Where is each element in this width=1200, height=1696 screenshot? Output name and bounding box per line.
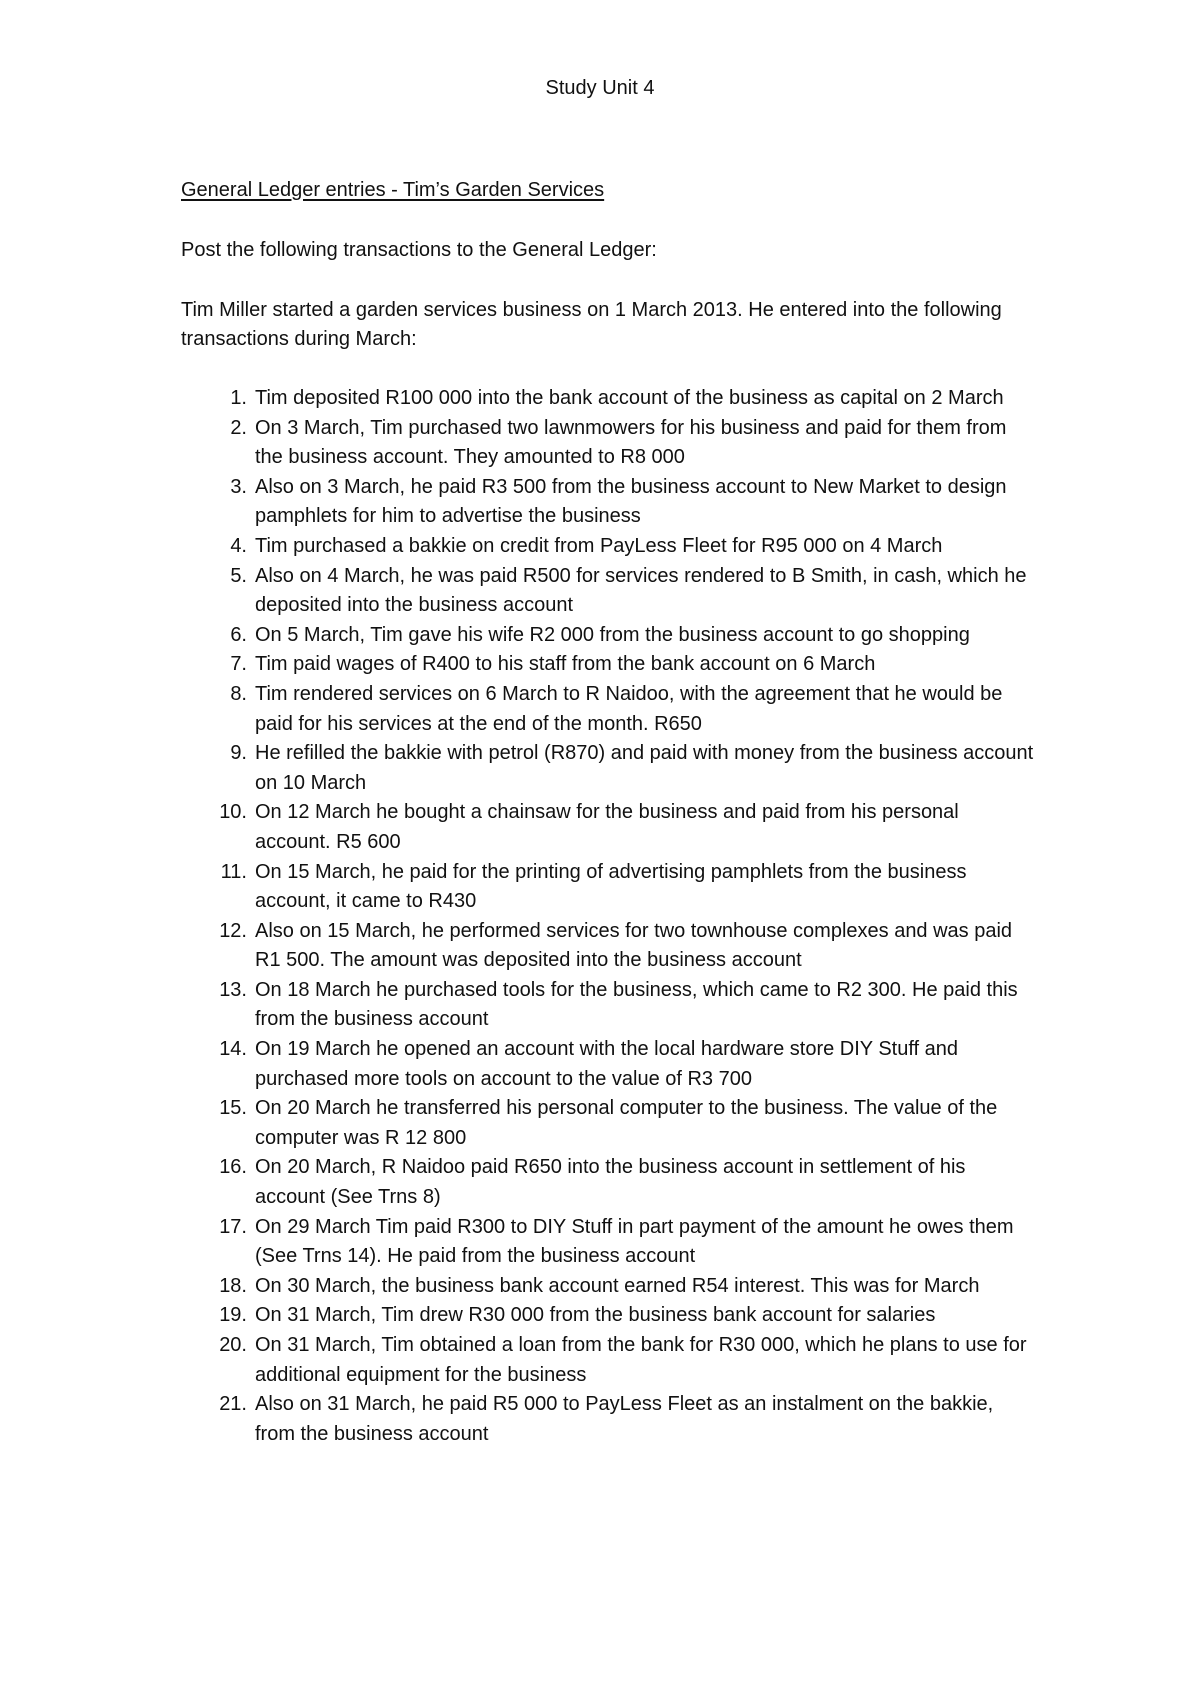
transaction-text: Tim deposited R100 000 into the bank account of the business as capital on 2 March: [255, 387, 1004, 409]
transaction-text: On 19 March he opened an account with the local hardware store DIY Stuff and purchased more tools on account to the value of R3 700: [255, 1038, 959, 1090]
transaction-text: Also on 31 March, he paid R5 000 to PayLess Fleet as an instalment on the bakkie, from the business account: [255, 1393, 994, 1445]
instruction-text: Post the following transactions to the General Ledger:: [181, 239, 657, 261]
transaction-item-19: [181, 1301, 1041, 1331]
page-title: Study Unit 4: [545, 77, 655, 99]
transaction-number: 18.: [219, 1274, 247, 1297]
transaction-number: 1.: [230, 387, 247, 409]
transaction-text: Tim paid wages of R400 to his staff from the bank account on 6 March: [255, 653, 876, 676]
transaction-item-2: [181, 414, 1041, 473]
transaction-item-15: [181, 1094, 1041, 1153]
transaction-text: On 31 March, Tim obtained a loan from the bank for R30 000, which he plans to use for additional equipment for the business: [255, 1334, 1027, 1386]
transaction-number: 5.: [230, 564, 247, 587]
transaction-text: On 15 March, he paid for the printing of advertising pamphlets from the business account, it came to R430: [255, 860, 967, 913]
transaction-number: 16.: [219, 1156, 247, 1179]
transaction-item-11: [181, 858, 1041, 917]
transaction-item-20: [181, 1331, 1041, 1390]
transaction-number: 17.: [219, 1215, 247, 1238]
transaction-number: 6.: [230, 623, 247, 646]
transaction-number: 7.: [230, 653, 247, 676]
transaction-text: Tim purchased a bakkie on credit from PayLess Fleet for R95 000 on 4 March: [255, 534, 943, 557]
transaction-number: 4.: [230, 534, 247, 557]
transaction-number: 9.: [230, 742, 247, 765]
transaction-number: 3.: [230, 475, 247, 498]
transaction-text: Tim rendered services on 6 March to R Naidoo, with the agreement that he would be paid for his services at the end of the month. R650: [255, 682, 1003, 735]
transaction-text: On 18 March he purchased tools for the business, which came to R2 300. He paid this from the business account: [255, 978, 1018, 1031]
transaction-text: On 20 March he transferred his personal computer to the business. The value of the computer was R 12 800: [255, 1097, 998, 1149]
transaction-number: 12.: [219, 919, 247, 942]
intro-paragraph: Tim Miller started a garden services business on 1 March 2013. He entered into the following transactions during March:: [181, 299, 1002, 350]
transaction-item-10: [181, 798, 1041, 857]
transaction-text: On 12 March he bought a chainsaw for the business and paid from his personal account. R5 600: [255, 801, 959, 853]
transaction-text: Also on 4 March, he was paid R500 for services rendered to B Smith, in cash, which he deposited into the business account: [255, 564, 1027, 617]
transaction-text: Also on 15 March, he performed services for two townhouse complexes and was paid R1 500. The amount was deposited into the business account: [255, 919, 1013, 972]
transaction-text: Also on 3 March, he paid R3 500 from the business account to New Market to design pamphlets for him to advertise the business: [255, 475, 1007, 528]
transaction-text: He refilled the bakkie with petrol (R870) and paid with money from the business account on 10 March: [255, 742, 1034, 794]
transaction-item-8: [181, 680, 1041, 739]
transaction-item-17: [181, 1213, 1041, 1272]
transaction-item-14: [181, 1035, 1041, 1094]
transaction-number: 15.: [219, 1097, 247, 1120]
transaction-text: On 29 March Tim paid R300 to DIY Stuff in part payment of the amount he owes them (See Trns 14). He paid from the business account: [255, 1215, 1014, 1268]
transaction-number: 2.: [230, 416, 247, 439]
section-heading: General Ledger entries - Tim’s Garden Services: [181, 179, 605, 201]
transaction-item-7: [181, 650, 1041, 680]
transaction-text: On 30 March, the business bank account earned R54 interest. This was for March: [255, 1274, 980, 1297]
transaction-text: On 5 March, Tim gave his wife R2 000 from the business account to go shopping: [255, 623, 970, 646]
transaction-list: [181, 384, 1041, 1449]
transaction-item-21: [181, 1390, 1041, 1449]
transaction-item-13: [181, 976, 1041, 1035]
transaction-item-1: [181, 384, 1041, 414]
transaction-text: On 3 March, Tim purchased two lawnmowers for his business and paid for them from the business account. They amounted to R8 000: [255, 416, 1007, 469]
transaction-item-5: [181, 562, 1041, 621]
transaction-item-18: [181, 1272, 1041, 1302]
transaction-item-6: [181, 621, 1041, 651]
transaction-item-3: [181, 473, 1041, 532]
transaction-number: 8.: [230, 682, 247, 705]
transaction-item-12: [181, 917, 1041, 976]
transaction-text: On 31 March, Tim drew R30 000 from the business bank account for salaries: [255, 1304, 936, 1327]
transaction-number: 21.: [219, 1393, 247, 1416]
transaction-number: 10.: [219, 801, 247, 824]
transaction-number: 19.: [219, 1304, 247, 1327]
transaction-number: 13.: [219, 978, 247, 1001]
transaction-item-16: [181, 1153, 1041, 1212]
transaction-item-4: [181, 532, 1041, 562]
transaction-number: 11.: [220, 860, 247, 883]
transaction-number: 20.: [219, 1334, 247, 1356]
transaction-text: On 20 March, R Naidoo paid R650 into the business account in settlement of his account (See Trns 8): [255, 1156, 966, 1209]
transaction-number: 14.: [219, 1038, 247, 1061]
transaction-item-9: [181, 739, 1041, 798]
